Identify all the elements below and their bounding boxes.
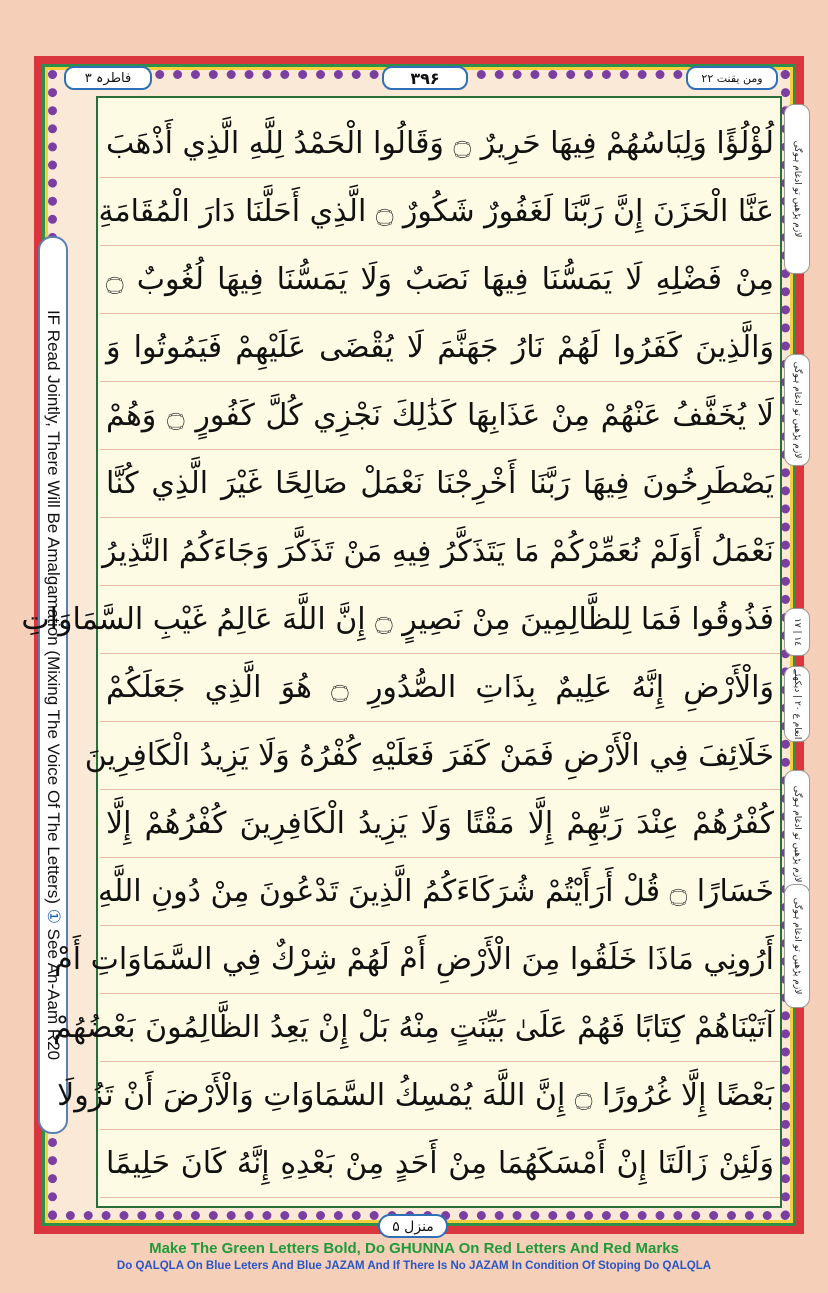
verse-line: كُفْرُهُمْ عِنْدَ رَبِّهِمْ إِلَّا مَقْتًا وَلَا يَزِيدُ الْكَافِرِينَ كُفْرُهُمْ إِلَّا xyxy=(100,790,780,858)
margin-note: انعام ع ۲۰ | دیکھئے xyxy=(784,666,810,742)
verse-line: لُؤْلُؤًا وَلِبَاسُهُمْ فِيهَا حَرِيرٌ ۝ وَقَالُوا الْحَمْدُ لِلَّهِ الَّذِي أَذْهَبَ xyxy=(100,110,780,178)
verse-line: فَذُوقُوا فَمَا لِلظَّالِمِينَ مِنْ نَصِيرٍ ۝ إِنَّ اللَّهَ عَالِمُ غَيْبِ السَّمَاوَاتِ xyxy=(100,586,780,654)
page-header xyxy=(64,66,778,92)
verse-line: أَرُونِي مَاذَا خَلَقُوا مِنَ الْأَرْضِ أَمْ لَهُمْ شِرْكٌ فِي السَّمَاوَاتِ أَمْ xyxy=(100,926,780,994)
verse-line: بَعْضًا إِلَّا غُرُورًا ۝ إِنَّ اللَّهَ يُمْسِكُ السَّمَاوَاتِ وَالْأَرْضَ أَنْ تَزُولَا xyxy=(100,1062,780,1130)
margin-note: لازم پڑھیں تو ادغام ہوگی xyxy=(784,104,810,274)
verse-line: يَصْطَرِخُونَ فِيهَا رَبَّنَا أَخْرِجْنَا نَعْمَلْ صَالِحًا غَيْرَ الَّذِي كُنَّا xyxy=(100,450,780,518)
verse-line: نَعْمَلُ أَوَلَمْ نُعَمِّرْكُمْ مَا يَتَذَكَّرُ فِيهِ مَنْ تَذَكَّرَ وَجَاءَكُمُ النَّذِيرُ xyxy=(100,518,780,586)
verse-line: وَالَّذِينَ كَفَرُوا لَهُمْ نَارُ جَهَنَّمَ لَا يُقْضَى عَلَيْهِمْ فَيَمُوتُوا وَ xyxy=(100,314,780,382)
verse-line: وَالْأَرْضِ إِنَّهُ عَلِيمٌ بِذَاتِ الصُّدُورِ ۝ هُوَ الَّذِي جَعَلَكُمْ xyxy=(100,654,780,722)
surah-label: فاطرہ ۳ xyxy=(64,66,152,90)
side-note-ref: See An-Aam R20 xyxy=(44,928,63,1061)
manzil-label: منزل ۵ xyxy=(378,1214,448,1238)
verse-line: خَلَائِفَ فِي الْأَرْضِ فَمَنْ كَفَرَ فَعَلَيْهِ كُفْرُهُ وَلَا يَزِيدُ الْكَافِرِينَ xyxy=(100,722,780,790)
side-note-main: IF Read Jointly, There Will Be Amalgamation (Mixing The Voice Of The Letters) xyxy=(44,309,63,904)
footnote-marker: ① xyxy=(44,908,63,924)
margin-note: لازم پڑھیں تو ادغام ہوگی xyxy=(784,770,810,898)
verse-line: وَلَئِنْ زَالَتَا إِنْ أَمْسَكَهُمَا مِنْ أَحَدٍ مِنْ بَعْدِهِ إِنَّهُ كَانَ حَلِيمًا xyxy=(100,1130,780,1198)
verse-line: عَنَّا الْحَزَنَ إِنَّ رَبَّنَا لَغَفُورٌ شَكُورٌ ۝ الَّذِي أَحَلَّنَا دَارَ الْمُقَامَةِ xyxy=(100,178,780,246)
verse-line: مِنْ فَضْلِهِ لَا يَمَسُّنَا فِيهَا نَصَبٌ وَلَا يَمَسُّنَا فِيهَا لُغُوبٌ ۝ xyxy=(100,246,780,314)
margin-note: لازم پڑھیں تو ادغام ہوگی xyxy=(784,354,810,466)
juz-label: ومن یقنت ۲۲ xyxy=(686,66,778,90)
verse-line: خَسَارًا ۝ قُلْ أَرَأَيْتُمْ شُرَكَاءَكُمُ الَّذِينَ تَدْعُونَ مِنْ دُونِ اللَّهِ xyxy=(100,858,780,926)
page-number: ۳۹۶ xyxy=(382,66,468,90)
verse-line: لَا يُخَفَّفُ عَنْهُمْ مِنْ عَذَابِهَا كَذَٰلِكَ نَجْزِي كُلَّ كَفُورٍ ۝ وَهُمْ xyxy=(100,382,780,450)
instruction-green: Make The Green Letters Bold, Do GHUNNA On Red Letters And Red Marks xyxy=(149,1240,679,1257)
verse-line: آتَيْنَاهُمْ كِتَابًا فَهُمْ عَلَىٰ بَيِّنَتٍ مِنْهُ بَلْ إِنْ يَعِدُ الظَّالِمُونَ بَعْضُهُمْ xyxy=(100,994,780,1062)
instruction-blue: Do QALQLA On Blue Leters And Blue JAZAM And If There Is No JAZAM In Condition Of Stoping Do QALQLA xyxy=(116,1260,712,1272)
margin-note: لازم پڑھیں تو ادغام ہوگی xyxy=(784,884,810,1008)
margin-note: ١٤ | ١٧ xyxy=(784,608,810,656)
